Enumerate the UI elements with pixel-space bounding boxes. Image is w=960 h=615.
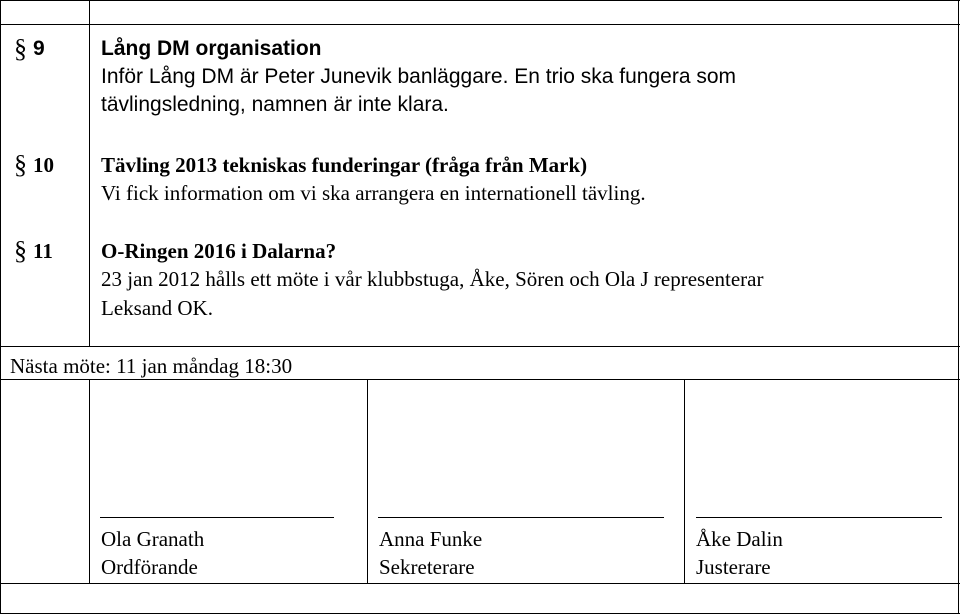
section-body-line: 23 jan 2012 hålls ett möte i vår klubbstuga, Åke, Sören och Ola J representerar [101, 267, 764, 291]
signature-role: Justerare [696, 555, 771, 579]
signature-name: Ola Granath [101, 527, 205, 551]
section-body-line: Inför Lång DM är Peter Junevik banläggare. En trio ska fungera som [101, 65, 737, 88]
section-number: 11 [33, 239, 53, 263]
table-right-border [958, 0, 959, 614]
section-title: Tävling 2013 tekniskas funderingar (fråga från Mark) [101, 153, 588, 177]
section-title: Lång DM organisation [101, 37, 322, 60]
table-row-divider-top [0, 24, 960, 25]
signature-line [378, 517, 664, 518]
signature-line [100, 517, 334, 518]
next-meeting: Nästa möte: 11 jan måndag 18:30 [10, 354, 293, 378]
table-col-divider-sections [89, 25, 90, 347]
signature-role: Ordförande [101, 555, 198, 579]
table-row-divider-next-meeting [0, 346, 960, 347]
section-title: O-Ringen 2016 i Dalarna? [101, 239, 337, 263]
signature-name: Åke Dalin [696, 527, 783, 551]
section-symbol: § [14, 34, 27, 63]
table-left-border [0, 0, 1, 614]
section-body-line: tävlingsledning, namnen är inte klara. [101, 93, 449, 116]
table-bottom-border [0, 613, 960, 614]
signature-name: Anna Funke [379, 527, 483, 551]
section-number: 9 [33, 37, 45, 60]
section-body-line: Leksand OK. [101, 296, 213, 320]
table-col-divider-sig-1 [89, 379, 90, 584]
table-row-divider-signatures [0, 379, 960, 380]
table-col-divider-sig-3 [684, 379, 685, 584]
section-number: 10 [33, 153, 54, 177]
table-col-divider-top [89, 0, 90, 25]
section-symbol: § [14, 150, 27, 179]
section-symbol: § [14, 236, 27, 265]
table-top-border [0, 0, 960, 1]
section-body-line: Vi fick information om vi ska arrangera en internationell tävling. [101, 181, 646, 205]
signature-role: Sekreterare [379, 555, 475, 579]
table-row-divider-bottom [0, 583, 960, 584]
signature-line [696, 517, 942, 518]
table-col-divider-sig-2 [367, 379, 368, 584]
